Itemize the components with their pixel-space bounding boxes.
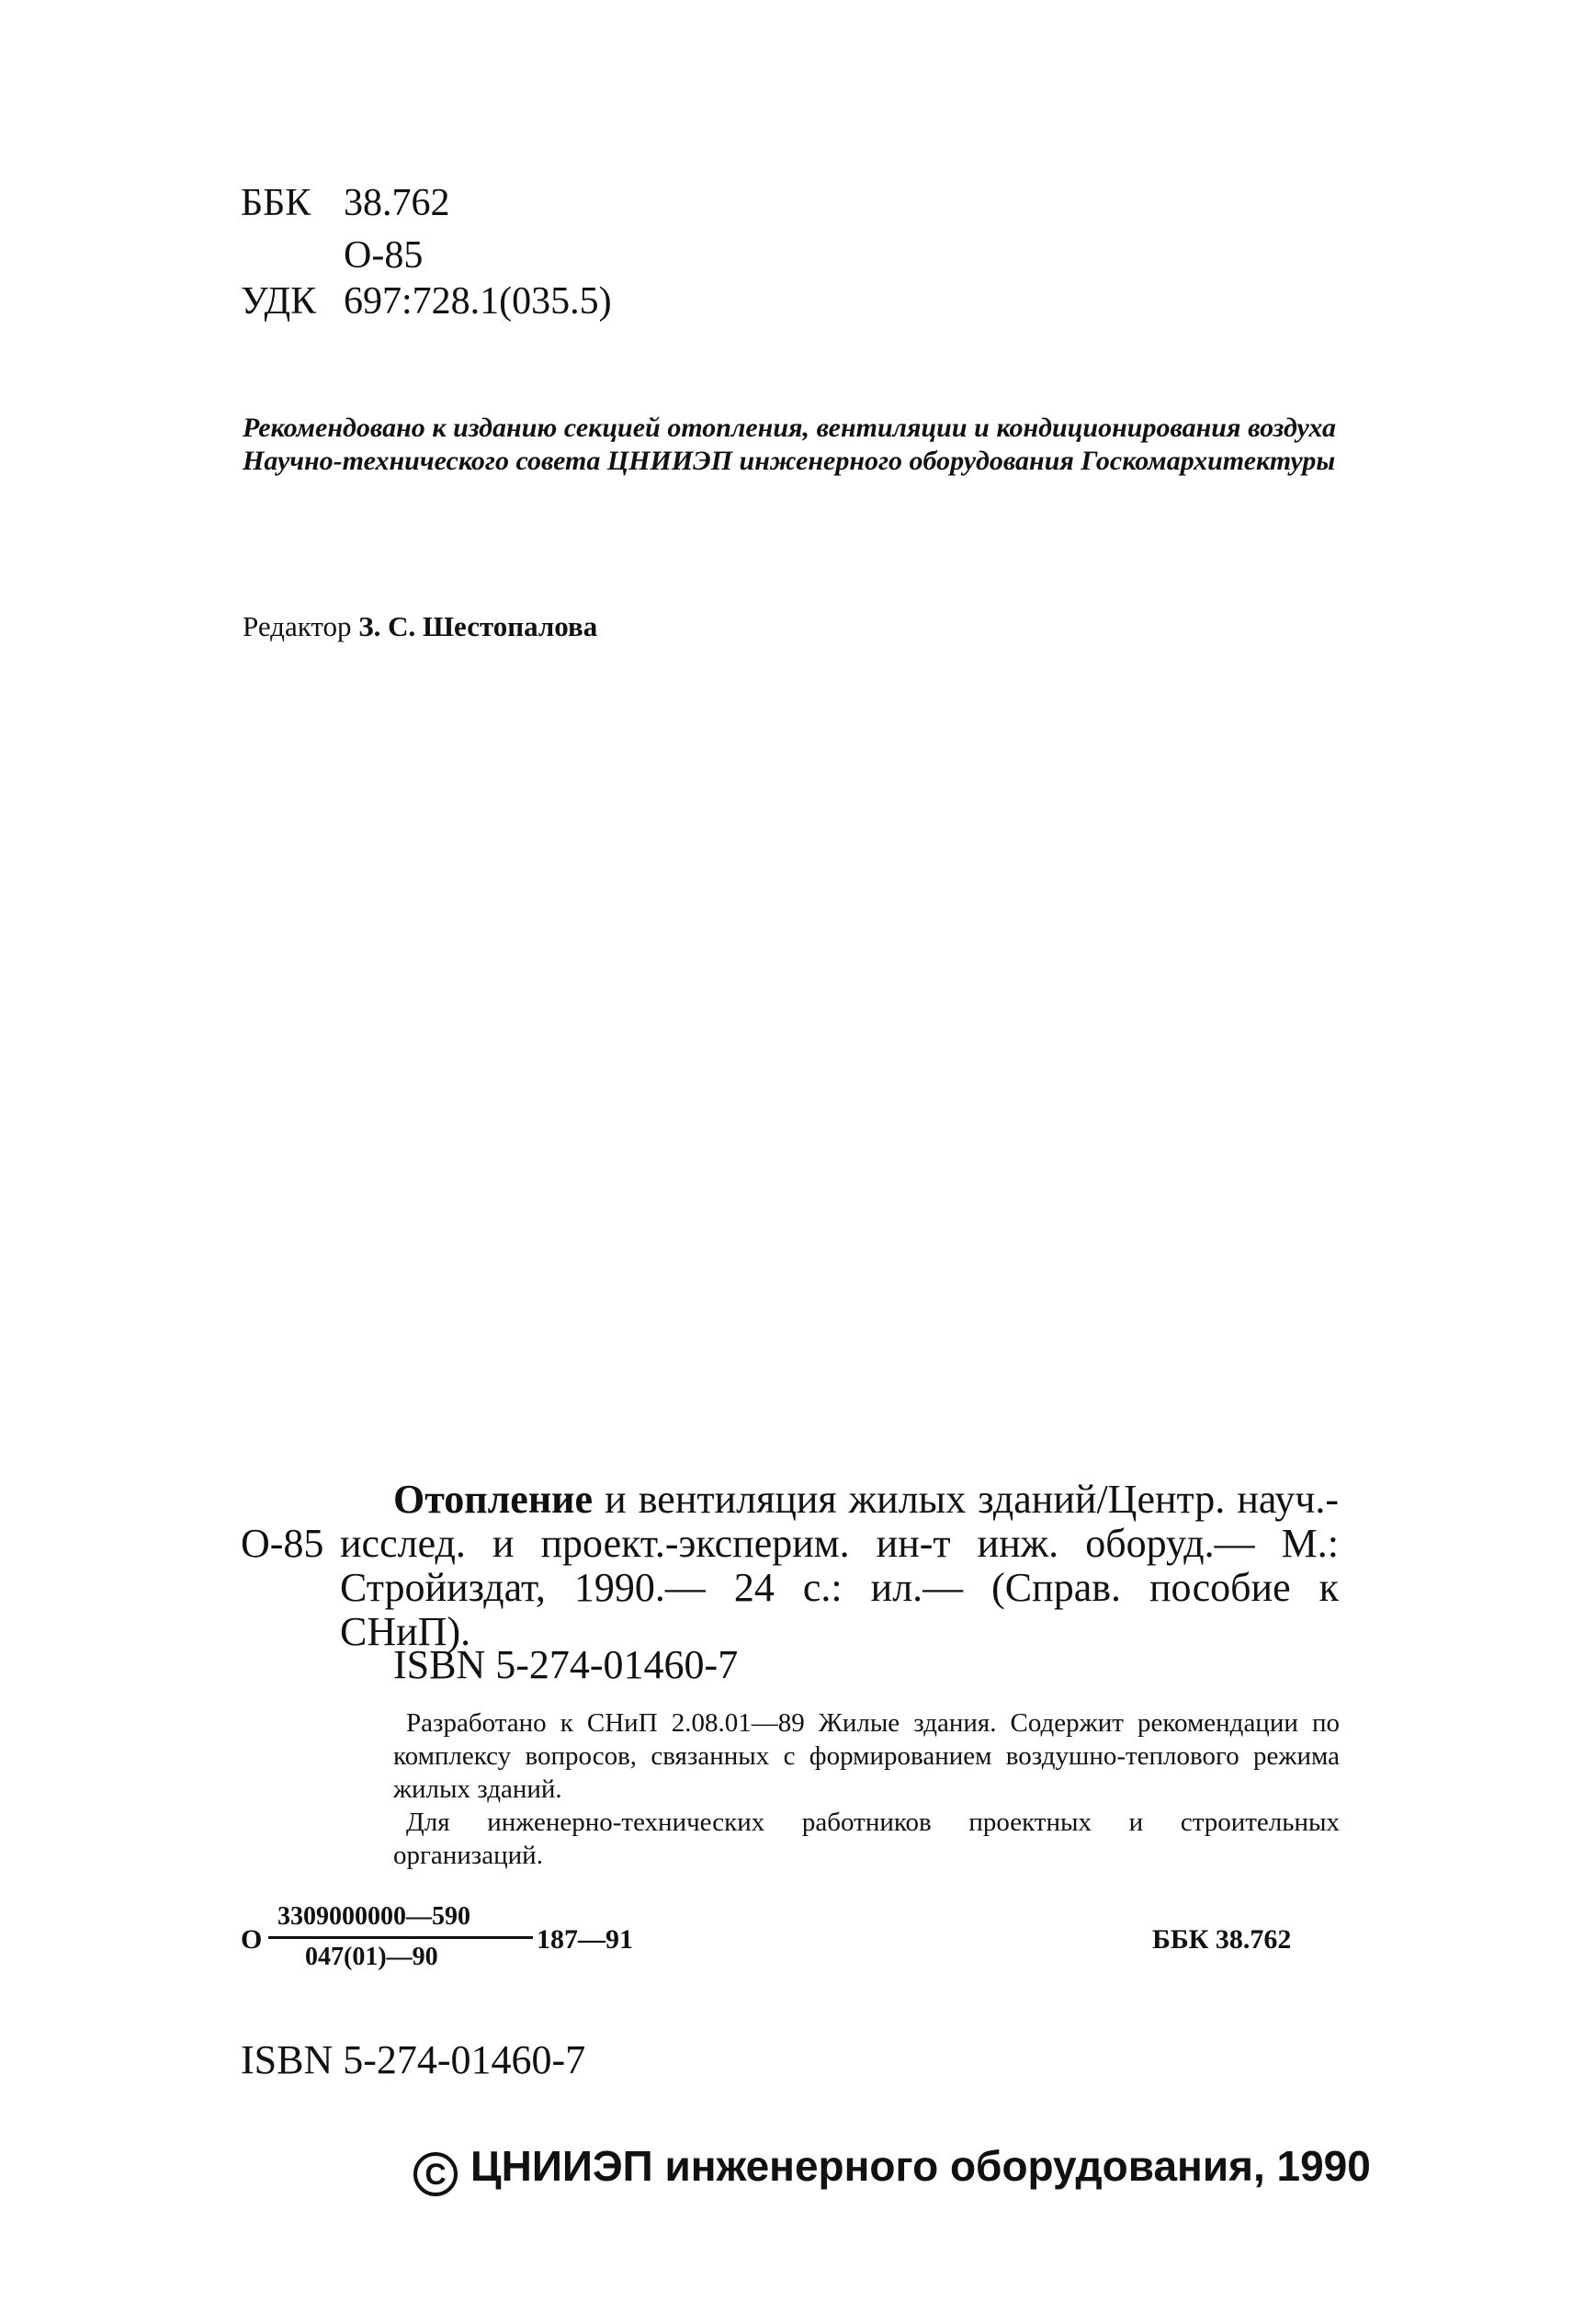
annotation	[393, 1706, 1340, 1872]
copyright-text: ЦНИИЭП инженерного оборудования, 1990	[470, 2142, 1371, 2190]
copyright-line	[413, 2141, 1371, 2196]
udk-value: 697:728.1(035.5)	[344, 280, 612, 323]
editor-name: З. С. Шестопалова	[358, 610, 598, 642]
bib-author-code: О-85	[241, 1521, 324, 1566]
editor-label: Редактор	[243, 610, 352, 642]
fraction-numerator: 3309000000—590	[277, 1902, 470, 1931]
bibliographic-entry	[241, 1478, 1339, 1654]
udk-line	[241, 279, 612, 323]
recommendation-text: Рекомендовано к изданию секцией отопления, вентиляции и кондиционирования воздуха Научно-технического совета ЦНИИЭП инженерного оборудования Госкомархитектуры	[243, 413, 1336, 476]
editor-line	[243, 610, 597, 643]
copyright-icon: C	[413, 2152, 458, 2196]
annotation-paragraph-1: Разработано к СНиП 2.08.01—89 Жилые здания. Содержит рекомендации по комплексу вопросов, связанных с формированием воздушно-теплового режима жилых зданий.	[393, 1708, 1340, 1804]
bbk-bottom: ББК 38.762	[1152, 1924, 1292, 1955]
isbn-bottom: ISBN 5-274-01460-7	[241, 2037, 586, 2082]
bbk-value: 38.762	[344, 182, 450, 224]
fraction-bar	[268, 1936, 533, 1939]
bib-body	[340, 1478, 1339, 1654]
fraction-denominator: 047(01)—90	[305, 1943, 438, 1971]
code-fraction	[241, 1902, 663, 1976]
fraction-prefix: О	[241, 1924, 263, 1955]
bib-isbn: ISBN 5-274-01460-7	[393, 1642, 739, 1687]
fraction-suffix: 187—91	[537, 1924, 633, 1955]
annotation-paragraph-2: Для инженерно-технических работников проектных и строительных организаций.	[393, 1808, 1340, 1870]
bib-text: и вентиляция жилых зданий/Центр. науч.-исслед. и проект.-эксперим. ин-т инж. оборуд.— М.: Стройиздат, 1990.— 24 с.: ил.— (Справ. пособие к СНиП).	[340, 1477, 1339, 1654]
bbk-label: ББК	[241, 182, 311, 224]
author-code: О-85	[344, 234, 424, 277]
bbk-line	[241, 180, 450, 226]
bib-title: Отопление	[393, 1477, 594, 1522]
udk-label: УДК	[241, 280, 317, 323]
